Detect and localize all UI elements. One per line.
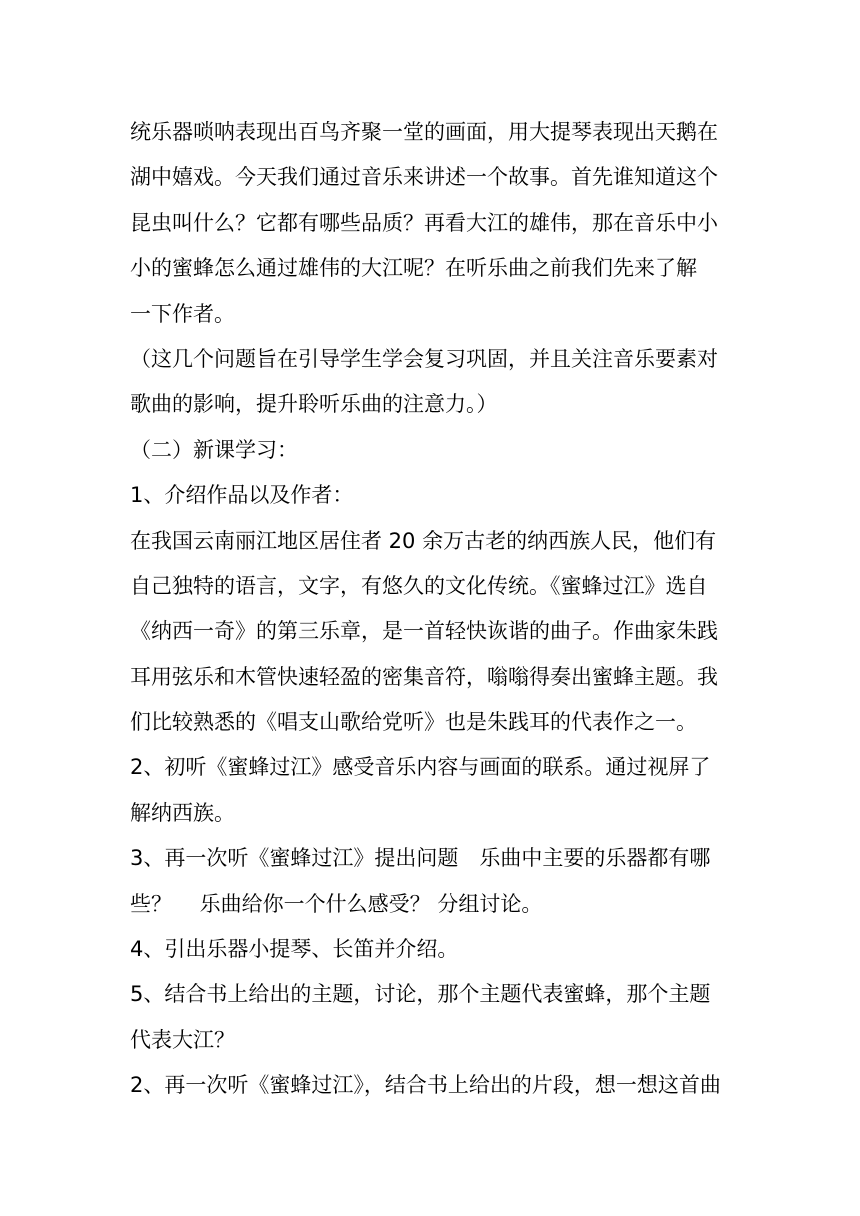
text-line: 耳用弦乐和木管快速轻盈的密集音符，嗡嗡得奏出蜜蜂主题。我 — [130, 664, 718, 689]
section-heading: （二）新课学习： — [130, 437, 298, 462]
list-item: 2、初听《蜜蜂过江》感受音乐内容与画面的联系。通过视屏了 — [130, 755, 711, 780]
list-item-heading: 1、介绍作品以及作者： — [130, 483, 354, 508]
text-line: 湖中嬉戏。今天我们通过音乐来讲述一个故事。首先谁知道这个 — [130, 165, 718, 190]
document-page — [130, 110, 732, 1109]
text-line: 《纳西一奇》的第三乐章，是一首轻快诙谐的曲子。作曲家朱践 — [130, 619, 718, 644]
list-item: 2、再一次听《蜜蜂过江》，结合书上给出的片段，想一想这首曲 — [130, 1073, 721, 1098]
list-item: 4、引出乐器小提琴、长笛并介绍。 — [130, 937, 459, 962]
text-line: 统乐器唢呐表现出百鸟齐聚一堂的画面，用大提琴表现出天鹅在 — [130, 120, 718, 144]
text-line: 代表大江？ — [130, 1027, 235, 1052]
text-line: 解纳西族。 — [130, 800, 235, 825]
text-line: 些？ 乐曲给你一个什么感受？ 分组讨论。 — [130, 891, 543, 916]
text-line: （这几个问题旨在引导学生学会复习巩固，并且关注音乐要素对 — [130, 346, 718, 371]
text-line: 昆虫叫什么？它都有哪些品质？再看大江的雄伟，那在音乐中小 — [130, 210, 718, 235]
text-line: 小的蜜蜂怎么通过雄伟的大江呢？在听乐曲之前我们先来了解 — [130, 256, 697, 281]
text-line: 一下作者。 — [130, 301, 235, 326]
text-line: 歌曲的影响，提升聆听乐曲的注意力。） — [130, 392, 498, 417]
text-line: 们比较熟悉的《唱支山歌给党听》也是朱践耳的代表作之一。 — [130, 710, 697, 735]
text-line: 在我国云南丽江地区居住者 20 余万古老的纳西族人民，他们有 — [130, 528, 717, 553]
list-item: 5、结合书上给出的主题，讨论，那个主题代表蜜蜂，那个主题 — [130, 982, 711, 1007]
text-line: 自己独特的语言，文字，有悠久的文化传统。《蜜蜂过江》选自 — [130, 573, 708, 598]
list-item: 3、再一次听《蜜蜂过江》提出问题 乐曲中主要的乐器都有哪 — [130, 846, 711, 871]
